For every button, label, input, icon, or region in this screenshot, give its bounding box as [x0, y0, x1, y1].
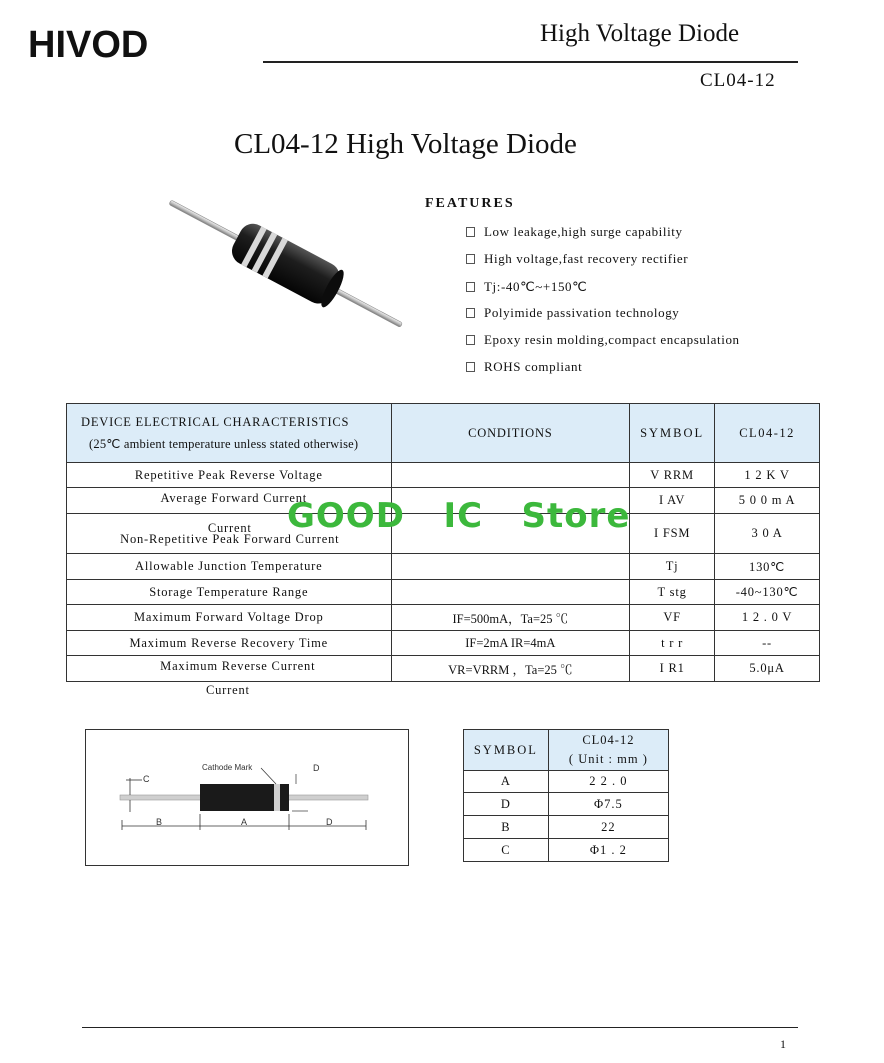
dimension-drawing [85, 729, 409, 866]
dim-label-c: C [143, 774, 150, 784]
header-part-number: CL04-12 [700, 70, 776, 91]
checkbox-bullet-icon [466, 282, 475, 292]
dim-label-d-lead: D [326, 817, 333, 827]
symbol-header: SYMBOL [630, 404, 715, 463]
dimension-table [463, 729, 669, 862]
characteristics-header-title: DEVICE ELECTRICAL CHARACTERISTICS [81, 414, 350, 429]
feature-item [466, 359, 582, 375]
value-cell: 1 2 K V [715, 463, 820, 488]
checkbox-bullet-icon [466, 227, 475, 237]
unit-header: ( Unit : mm ) [568, 752, 648, 766]
dim-label-a: A [241, 817, 248, 827]
feature-text: High voltage,fast recovery rectifier [484, 251, 689, 266]
value-cell: 22 [548, 816, 668, 839]
feature-item [466, 224, 683, 240]
param-cell: Maximum Forward Voltage Drop [67, 605, 392, 631]
condition-cell [391, 554, 630, 580]
table-row [67, 631, 820, 656]
symbol-cell: A [464, 771, 549, 793]
table-row [67, 580, 820, 605]
table-row [464, 793, 669, 816]
symbol-header: SYMBOL [464, 730, 549, 771]
cathode-band [274, 784, 280, 811]
page-number: 1 [780, 1037, 786, 1051]
symbol-cell: VF [630, 605, 715, 631]
value-cell: 5.0μA [715, 656, 820, 682]
table-row [67, 463, 820, 488]
feature-text: Polyimide passivation technology [484, 305, 680, 320]
feature-item [466, 279, 587, 295]
param-cell: Storage Temperature Range [67, 580, 392, 605]
table-row [67, 554, 820, 580]
value-cell: -- [715, 631, 820, 656]
overflow-text: Current [206, 683, 250, 697]
symbol-cell: V RRM [630, 463, 715, 488]
feature-text: Low leakage,high surge capability [484, 224, 683, 239]
symbol-cell: D [464, 793, 549, 816]
features-title: FEATURES [425, 196, 515, 211]
checkbox-bullet-icon [466, 362, 475, 372]
feature-item [466, 305, 679, 321]
document-header-title: High Voltage Diode [540, 20, 740, 47]
table-row [464, 771, 669, 793]
value-cell: Φ7.5 [548, 793, 668, 816]
diode-product-image [160, 200, 410, 330]
feature-text: Tj:-40℃~+150℃ [484, 279, 588, 294]
part-header: CL04-12 [582, 733, 635, 747]
param-text-wrap: Current [207, 520, 252, 535]
conditions-header: CONDITIONS [391, 404, 630, 463]
feature-item [466, 332, 740, 348]
condition-cell: VR=VRRM ，Ta=25 ℃ [391, 656, 630, 682]
value-cell: Φ1 . 2 [548, 839, 668, 862]
param-text: Non-Repetitive Peak Forward Current [120, 531, 340, 546]
feature-text: Epoxy resin molding,compact encapsulation [484, 332, 740, 347]
characteristics-header-subtitle: (25℃ ambient temperature unless stated otherwise) [89, 436, 359, 451]
param-cell: Maximum Reverse Recovery Time [67, 631, 392, 656]
condition-cell [391, 463, 630, 488]
symbol-cell: C [464, 839, 549, 862]
condition-cell: IF=500mA，Ta=25 ℃ [391, 605, 630, 631]
checkbox-bullet-icon [466, 254, 475, 264]
checkbox-bullet-icon [466, 308, 475, 318]
value-cell: 1 2 . 0 V [715, 605, 820, 631]
characteristics-header-cell [67, 404, 392, 463]
store-watermark: GOOD IC Store [287, 496, 631, 536]
electrical-characteristics-table [66, 403, 820, 682]
symbol-cell: T stg [630, 580, 715, 605]
condition-cell [391, 580, 630, 605]
value-cell: 2 2 . 0 [548, 771, 668, 793]
feature-item [466, 251, 688, 267]
symbol-cell: I AV [630, 488, 715, 514]
feature-text: ROHS compliant [484, 359, 583, 374]
table-row [67, 605, 820, 631]
cathode-mark-label: Cathode Mark [202, 763, 253, 772]
param-cell: Repetitive Peak Reverse Voltage [67, 463, 392, 488]
param-cell: Average Forward Current [67, 488, 392, 514]
value-cell: 5 0 0 m A [715, 488, 820, 514]
brand-logo: HIVOD [28, 24, 149, 66]
table-header-row [67, 404, 820, 463]
dimension-drawing-svg [86, 730, 408, 865]
header-rule [263, 61, 798, 63]
param-cell: Allowable Junction Temperature [67, 554, 392, 580]
value-header: CL04-12 [715, 404, 820, 463]
value-cell: 130℃ [715, 554, 820, 580]
dim-label-d: D [313, 763, 320, 773]
condition-cell: IF=2mA IR=4mA [391, 631, 630, 656]
part-header-cell [548, 730, 668, 771]
symbol-cell: I R1 [630, 656, 715, 682]
table-header-row [464, 730, 669, 771]
symbol-cell: t r r [630, 631, 715, 656]
symbol-cell: I FSM [630, 514, 715, 554]
checkbox-bullet-icon [466, 335, 475, 345]
dim-label-b: B [156, 817, 163, 827]
table-row [67, 656, 820, 682]
footer-rule [82, 1027, 798, 1028]
symbol-cell: B [464, 816, 549, 839]
symbol-cell: Tj [630, 554, 715, 580]
value-cell: -40~130℃ [715, 580, 820, 605]
page-title: CL04-12 High Voltage Diode [234, 128, 577, 160]
table-row [464, 839, 669, 862]
table-row [464, 816, 669, 839]
value-cell: 3 0 A [715, 514, 820, 554]
param-cell: Maximum Reverse Current [67, 656, 392, 682]
